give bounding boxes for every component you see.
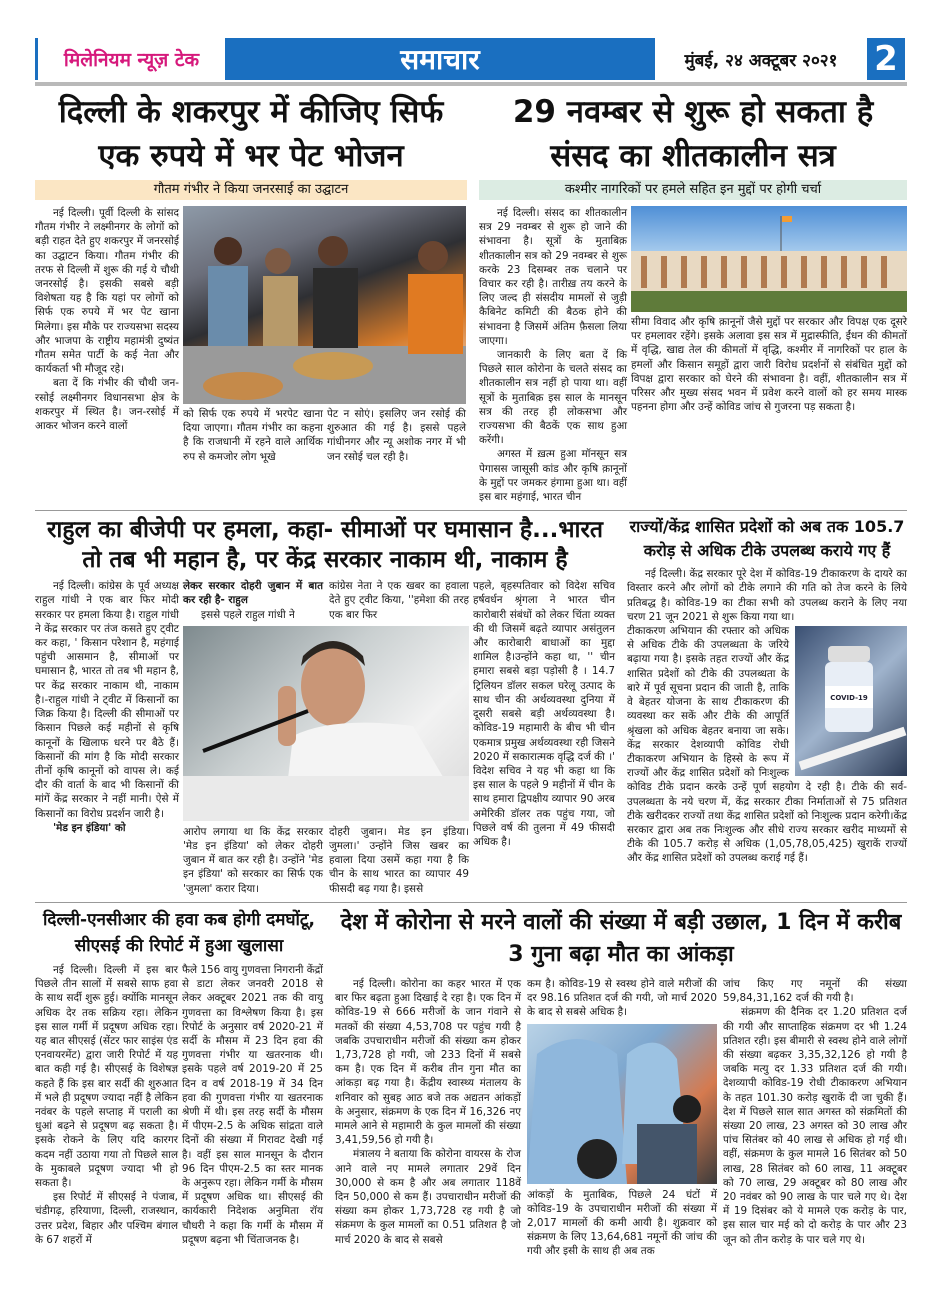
- article-body-column: [631, 315, 907, 414]
- article-body-column: [335, 977, 521, 1247]
- paragraph: पहले, बृहस्पतिवार को विदेश सचिव हर्षवर्धन श्रृंगला ने भारत चीन कारोबारी संबंधों को लेकर चिंता व्यक्त की थी जिसमें बढ़ते व्यापार असंतुलन और कारोबारी बाधाओं का मुद्दा शामिल है।उन्होंने कहा था, '' चीन हमारा सबसे बड़ा पड़ोसी है । 14.7 ट्रिलियन डॉलर सकल घरेलू उत्पाद के साथ चीन की अर्थव्यवस्था दुनिया में दूसरी सबसे बड़ी अर्थव्यवस्था है। कोविड-19 महामारी के बीच भी चीन एकमात्र प्रमुख अर्थव्यवस्था रही जिसने 2020 में सकारात्मक वृद्धि दर्ज की ।' विदेश सचिव ने यह भी कहा था कि इस साल के पहले 9 महीनों में चीन के साथ हमारा द्विपक्षीय व्यापार 90 अरब अमेरिकी डॉलर तक पहुंच गया, जो पिछले वर्ष की तुलना में 49 फीसदी अधिक है।: [473, 580, 615, 848]
- bottom-section: [35, 902, 907, 1265]
- paragraph: इससे पहले राहुल गांधी ने: [201, 608, 295, 621]
- paragraph: सीमा विवाद और कृषि क़ानूनों जैसे मुद्दों पर सरकार और विपक्ष एक दूसरे पर हमलावर रहेंगे। इसके अलावा इस सत्र में मुद्रास्फीति, ईंधन की कीमतों में वृद्धि, खाद्य तेल की कीमतों में वृद्धि, कश्मीर में नागरिकों पर हाल के हमलों और किसान समूहों द्वारा जारी विरोध प्रदर्शनों से संबंधित मुद्दों को विपक्ष द्वारा सरकार को घेरने की संभावना है। वहीं, शीतकालीन सत्र में परिसर और मुख्य संसद भवन में प्रवेश करने वालों को हर समय मास्क पहनना होगा और उन्हें कोविड जांच से गुजरना पड़ सकता है।: [631, 316, 907, 414]
- section-title: समाचार: [225, 38, 655, 80]
- article-body-column: [329, 579, 469, 622]
- paragraph: आंकड़ों के मुताबिक, पिछले 24 घंटों में कोविड-19 के उपचाराधीन मरीजों की संख्या में 2,017 मामलों की कमी आयी है। शुक्रवार को संक्रमण के लिए 13,64,681 नमूनों की जांच की गयी और इसी के साथ ही अब तक: [527, 1188, 717, 1258]
- paragraph: अगस्त में ख़त्म हुआ मॉनसून सत्र पेगासस जासूसी कांड और कृषि क़ानूनों के मुद्दों पर जमकर हंगामा हुआ था। वहीं इस बार महंगाई, भारत चीन: [479, 448, 627, 504]
- paragraph: कांग्रेस नेता ने एक खबर का हवाला देते हुए ट्वीट किया, ''हमेशा की तरह एक बार फिर: [329, 580, 469, 621]
- article-winter-session: [479, 90, 907, 504]
- article-delhi-air: [35, 907, 323, 1247]
- paragraph: 'मेड इन इंडिया' को: [53, 821, 126, 834]
- article-subhead: कश्मीर नागरिकों पर हमले सहित इन मुद्दों पर होगी चर्चा: [479, 180, 907, 200]
- article-body-column: [183, 825, 323, 896]
- paragraph: जानकारी के लिए बता दें कि पिछले साल कोरोना के चलते संसद का शीतकालीन सत्र नहीं हो पाया था। वहीं सूत्रों के मुताबिक़ इस साल के मानसून सत्र की तरह ही लोकसभा और राज्यसभा की बैठकें एक साथ हुआ करेंगी।: [479, 349, 627, 447]
- paragraph: टीकाकरण अभियान की रफ्तार को अधिक से अधिक टीके की उपलब्धता के जरिये बढ़ाया गया है। इसके तहत राज्यों और केंद्र शासित प्रदेशों को टीके की उपलब्धता के बारे में पूर्व सूचना प्रदान की जाती है, ताकि वे बेहतर योजना के साथ टीकाकरण की व्यवस्था कर सकें और टीके की आपूर्ति श्रृंखला को अधिक बेहतर बनाया जा सके। केंद्र सरकार देशव्यापी कोविड रोधी टीकाकरण अभियान के हिस्से के रूप में राज्यों और केंद्र शासित प्रदेशों को निःशुल्क कोविड टीके प्रदान करके उन्हें पूर्ण सहयोग दे रही है। टीके की सर्व-उपलब्धता के नये चरण में, केंद्र सरकार टीका निर्माताओं से 75 प्रतिशत टीके खरीदकर राज्यों तथा केंद्र शासित प्रदेशों को निःशुल्क प्रदान करेगी।केंद्र सरकार द्वारा अब तक निःशुल्क और सीधे राज्य सरकार खरीद माध्यमों से टीके की 105.7 करोड़ से अधिक (1,05,78,05,425) खुराकें राज्यों और केंद्र शासित प्रदेशों को उपलब्ध कराई गई हैं।: [627, 625, 907, 865]
- paragraph: संक्रमण की दैनिक दर 1.20 प्रतिशत दर्ज की गयी और साप्ताहिक संक्रमण दर भी 1.24 प्रतिशत रही। इस बीमारी से स्वस्थ होने वाले लोगों की संख्या बढ़कर 3,35,32,126 हो गयी है जबकि मत्यु दर 1.33 प्रतिशत दर्ज की गयी। देशव्यापी कोविड-19 रोधी टीकाकरण अभियान के तहत 101.30 करोड़ खुराकें दी जा चुकी हैं। देश में पिछले साल सात अगस्त को संक्रमितों की संख्या 20 लाख, 23 अगस्त को 30 लाख और पांच सितंबर को 40 लाख से अधिक हो गई थी। वहीं, संक्रमण के कुल मामले 16 सितंबर को 50 लाख, 28 सितंबर को 60 लाख, 11 अक्टूबर को 70 लाख, 29 अक्टूबर को 80 लाख और 20 नवंबर को 90 लाख के पार चले गए थे। देश में 19 दिसंबर को ये मामले एक करोड़ के पार, इस साल चार मई को दो करोड़ के पार और 23 जून को तीन करोड़ के पार चले गए थे।: [723, 1006, 907, 1246]
- parliament-house-photo: [631, 206, 907, 312]
- article-body-column: [183, 579, 323, 622]
- paragraph: नई दिल्ली। पूर्वी दिल्ली के सांसद गौतम गंभीर ने लक्ष्मीनगर के लोगों को बड़ी राहत देते हुए शकरपुर में जनरसोई का उद्घाटन किया। गौतम गंभीर की तरफ से दिल्ली में शुरू की गई ये चौथी जनरसोई है। इसकी सबसे बड़ी विशेषता यह है कि यहां पर लोगों को सिर्फ एक रुपये में भर पेट खाना मिलेगा। इस मौके पर राज्यसभा सदस्य और भाजपा के राष्ट्रीय महामंत्री दुष्यंत गौतम समेत पार्टी के कई नेता और कार्यकर्ता भी मौजूद रहे।: [35, 207, 179, 376]
- article-body-column: [479, 206, 627, 504]
- article-body-column: [35, 963, 178, 1247]
- article-headline: राहुल का बीजेपी पर हमला, कहा- सीमाओं पर घमासान है...भारत तो तब भी महान है, पर केंद्र सरकार नाकाम थी, नाकाम है: [47, 517, 603, 574]
- article-body-column: [35, 206, 179, 433]
- article-headline: दिल्ली-एनसीआर की हवा कब होगी दमघोंटू, सीएसई की रिपोर्ट में हुआ खुलासा: [43, 909, 315, 956]
- article-body-column: [723, 977, 907, 1247]
- photo-illustration: [183, 206, 466, 404]
- page-number: 2: [867, 38, 905, 80]
- article-headline: दिल्ली के शकरपुर में कीजिए सिर्फ एक रुपये में भर पेट भोजन: [58, 94, 444, 174]
- article-headline: 29 नवम्बर से शुरू हो सकता है संसद का शीतकालीन सत्र: [512, 94, 874, 174]
- paragraph: नई दिल्ली। कांग्रेस के पूर्व अध्यक्ष राहुल गांधी ने एक बार फिर मोदी सरकार पर हमला किया है। राहुल गांधी ने केंद्र सरकार पर तंज कसते हुए ट्वीट कर कहा, ' किसान परेशान है, महंगाई पहुंची आसमान है, सीमाओं पर घमासान है, भारत तो तब भी महान है, पर केंद्र सरकार नाकाम थी, नाकाम है।-राहुल गांधी ने ट्वीट में किसानों का जिक्र किया है। दिल्ली की सीमाओं पर किसान पिछले कई महीनों से कृषि कानूनों के खिलाफ धरने पर बैठे हैं। किसानों की मांग है कि मोदी सरकार तीनों कृषि कानूनों को वापस ले। कई दौर की वार्ता के बाद भी किसानों की मांगें केंद्र सरकार ने नहीं मानी। ऐसे में किसानों का विरोध प्रदर्शन जारी है।: [35, 580, 179, 820]
- article-body-column: [627, 567, 907, 865]
- photo-illustration: [795, 626, 907, 776]
- article-body-column: [183, 407, 323, 464]
- paragraph: कम है। कोविड-19 से स्वस्थ होने वाले मरीजों की दर 98.16 प्रतिशत दर्ज की गयी, जो मार्च 2020 के बाद से सबसे अधिक है।: [527, 977, 717, 1019]
- gambhir-jan-rasoi-photo: [183, 206, 466, 404]
- photo-illustration: [631, 206, 907, 312]
- article-corona-deaths: [335, 907, 907, 1259]
- paragraph: बता दें कि गंभीर की चौथी जन-रसोई लक्ष्मीनगर विधानसभा क्षेत्र के शकरपुर में स्थित है। जन-रसोई में आकर भोजन करने वालों: [35, 377, 179, 433]
- article-body-column: [473, 579, 615, 849]
- article-body-column: [182, 963, 323, 1247]
- paragraph: दोहरी जुबान। मेड इन इंडिया। जुमला।' उन्होंने जिस खबर का हवाला दिया उसमें कहा गया है कि चीन के साथ भारत का व्यापार 49 फीसदी बढ़ गया है। इससे: [329, 825, 469, 895]
- article-jan-rasoi: [35, 90, 467, 464]
- paragraph: मंत्रालय ने बताया कि कोरोना वायरस के रोज आने वाले नए मामले लगातार 29वें दिन 30,000 से कम है और अब लगातार 118वें दिन 50,000 से कम हैं। उपचाराधीन मरीजों की संख्या कम होकर 1,73,728 रह गयी है जो संक्रमण के कुल मामलों का 0.51 प्रतिशत है जो मार्च 2020 के बाद से सबसे: [335, 1148, 521, 1246]
- article-rahul-gandhi: [35, 515, 615, 896]
- paragraph: नई दिल्ली। दिल्ली में इस बार पिछले तीन सालों में सबसे साफ हवा के साथ सर्दी शुरू हुई। क्योंकि मानसून अधिक देर तक सक्रिय रहा। लेकिन इस साल गर्मी में प्रदूषण अधिक रहा। यह बात सीएसई (सेंटर फार साइंस एंड एनवायरमेंट) द्वारा जारी रिपोर्ट में यह बात कही गई है। सीएसई के विशेषज्ञ कहते हैं कि इस बार सर्दी की शुरुआत में भले ही प्रदूषण ज्यादा नहीं है लेकिन नवंबर के पहले सप्ताह में पराली का धुआं बढ़ने से प्रदूषण बढ़ सकता है। इसके रोकने के लिए यदि कारगर कदम नहीं उठाया गया तो पिछले साल के मुकाबले प्रदूषण ज्यादा भी हो सकता है।: [35, 963, 178, 1189]
- middle-section: [35, 510, 907, 902]
- paragraph: पेट न सोएं। इसलिए जन रसोई की शुरुआत की गई है। इससे पहले गांधीनगर और न्यू अशोक नगर में भी जन रसोई चल रही है।: [327, 408, 466, 463]
- paragraph: नई दिल्ली। केंद्र सरकार पूरे देश में कोविड-19 टीकाकरण के दायरे का विस्तार करने और लोगों को टीके लगाने की गति को तेज करने के लिये प्रतिबद्ध है। कोविड-19 का टीका सभी को उपलब्ध कराने के लिए नया चरण 21 जून 2021 से शुरू किया गया था।: [627, 568, 907, 623]
- masthead: [35, 38, 907, 80]
- article-body-column: [327, 407, 466, 464]
- vaccine-vial-label: COVID-19: [830, 694, 868, 703]
- paragraph: फैले 156 वायु गुणवत्ता निगरानी केंद्रों से डाटा लेकर जनवरी 2018 से लेकर अक्टूबर 2021 तक की वायु गुणवत्ता का विश्लेषण किया है। इस रिपोर्ट के अनुसार वर्ष 2020-21 में सर्दी के मौसम में 23 दिन हवा की गुणवत्ता गंभीर या खतरनाक थी। इसके पहले वर्ष 2019-20 में 25 दिन व वर्ष 2018-19 में 34 दिन हवा की गुणवत्ता गंभीर या खतरनाक श्रेणी में थी। इस तरह सर्दी के मौसम में पीएम-2.5 के अधिक सांद्रता वाले दिनों की संख्या में गिरावट देखी गई है। वहीं इस साल मानसून के दौरान 96 दिन पीएम-2.5 का स्तर मानक के अनुरूप रहा। लेकिन गर्मी के मौसम में प्रदूषण अधिक था। सीएसई की कार्यकारी निदेशक अनुमिता रॉय चौधरी ने कहा कि गर्मी के मौसम में प्रदूषण बढ़ना भी चिंताजनक है।: [182, 963, 323, 1246]
- paragraph: नई दिल्ली। संसद का शीतकालीन सत्र 29 नवम्बर से शुरू हो जाने की संभावना है। सूत्रों के मुताबिक़ शीतकालीन सत्र को 29 नवम्बर से शुरू करके 23 दिसम्बर तक चलाने पर विचार कर रही है। तारीख़ तय करने के लिए जल्द ही संसदीय मामलों से जुड़ी कैबिनेट कमिटी की बैठक होने की संभावना है जिसमें अंतिम फ़ैसला लिया जाएगा।: [479, 207, 627, 347]
- photo-illustration: [527, 1024, 717, 1184]
- article-body-column: [35, 579, 179, 835]
- paragraph: को सिर्फ एक रुपये में भरपेट खाना दिया जाएगा। गौतम गंभीर का कहना है कि राजधानी में रहने वाले आर्थिक रुप से कमजोर लोग भूखे: [183, 408, 323, 463]
- paragraph: जांच किए गए नमूनों की संख्या 59,84,31,162 दर्ज की गयी है।: [723, 977, 907, 1005]
- rahul-gandhi-photo: [183, 626, 469, 821]
- covid-testing-photo: [527, 1024, 717, 1184]
- article-subhead: गौतम गंभीर ने किया जनरसाई का उद्घाटन: [35, 180, 467, 200]
- article-body-column: [329, 825, 469, 896]
- issue-date: मुंबई, २४ अक्टूबर २०२१: [684, 50, 838, 71]
- article-headline: देश में कोरोना से मरने वालों की संख्या में बड़ी उछाल, 1 दिन में करीब 3 गुना बढ़ा मौत का आंकड़ा: [340, 909, 902, 967]
- covid-vaccine-photo: [795, 626, 907, 776]
- photo-illustration: [183, 626, 469, 821]
- paragraph: आरोप लगाया था कि केंद्र सरकार 'मेड इन इंडिया' को लेकर दोहरी जुबान में बात कर रही है। उन्होंने 'मेड इन इंडिया' को सरकार का सिर्फ एक 'जुमला' करार दिया।: [183, 825, 323, 895]
- article-headline: राज्यों/केंद्र शासित प्रदेशों को अब तक 105.7 करोड़ से अधिक टीके उपलब्ध कराये गए हैं: [629, 517, 905, 561]
- newspaper-logo: मिलेनियम न्यूज़ टेक: [35, 38, 225, 80]
- top-section: [35, 86, 907, 510]
- article-body-column: [527, 1188, 717, 1259]
- article-body-column: [527, 977, 717, 1020]
- paragraph: इस रिपोर्ट में सीएसई ने पंजाब, चंडीगढ़, हरियाणा, दिल्ली, राजस्थान, उत्तर प्रदेश, बिहार और पश्चिम बंगाल के 67 शहरों में: [35, 1191, 178, 1246]
- article-vaccine-supply: [627, 515, 907, 865]
- column-subhead: लेकर सरकार दोहरी जुबान में बात कर रही है- राहुल: [183, 580, 323, 607]
- paragraph: नई दिल्ली। कोरोना का कहर भारत में एक बार फिर बढ़ता हुआ दिखाई दे रहा है। एक दिन में कोविड-19 से 666 मरीजों के जान गंवाने से मतकों की संख्या 4,53,708 पर पहुंच गयी है जबकि उपचाराधीन मरीजों की संख्या कम होकर 1,73,728 हो गयी, जो 233 दिनों में सबसे कम है। एक दिन में करीब तीन गुना मौत का आंकड़ा बढ़ गया है। केंद्रीय स्वास्थ्य मंतालय के शनिवार को सुबह आठ बजे तक अद्यतन आंकड़ों के अनुसार, संक्रमण के एक दिन में 16,326 नए मामले आने से महामारी के कुल मामलों की संख्या 3,41,59,56 हो गयी है।: [335, 977, 521, 1147]
